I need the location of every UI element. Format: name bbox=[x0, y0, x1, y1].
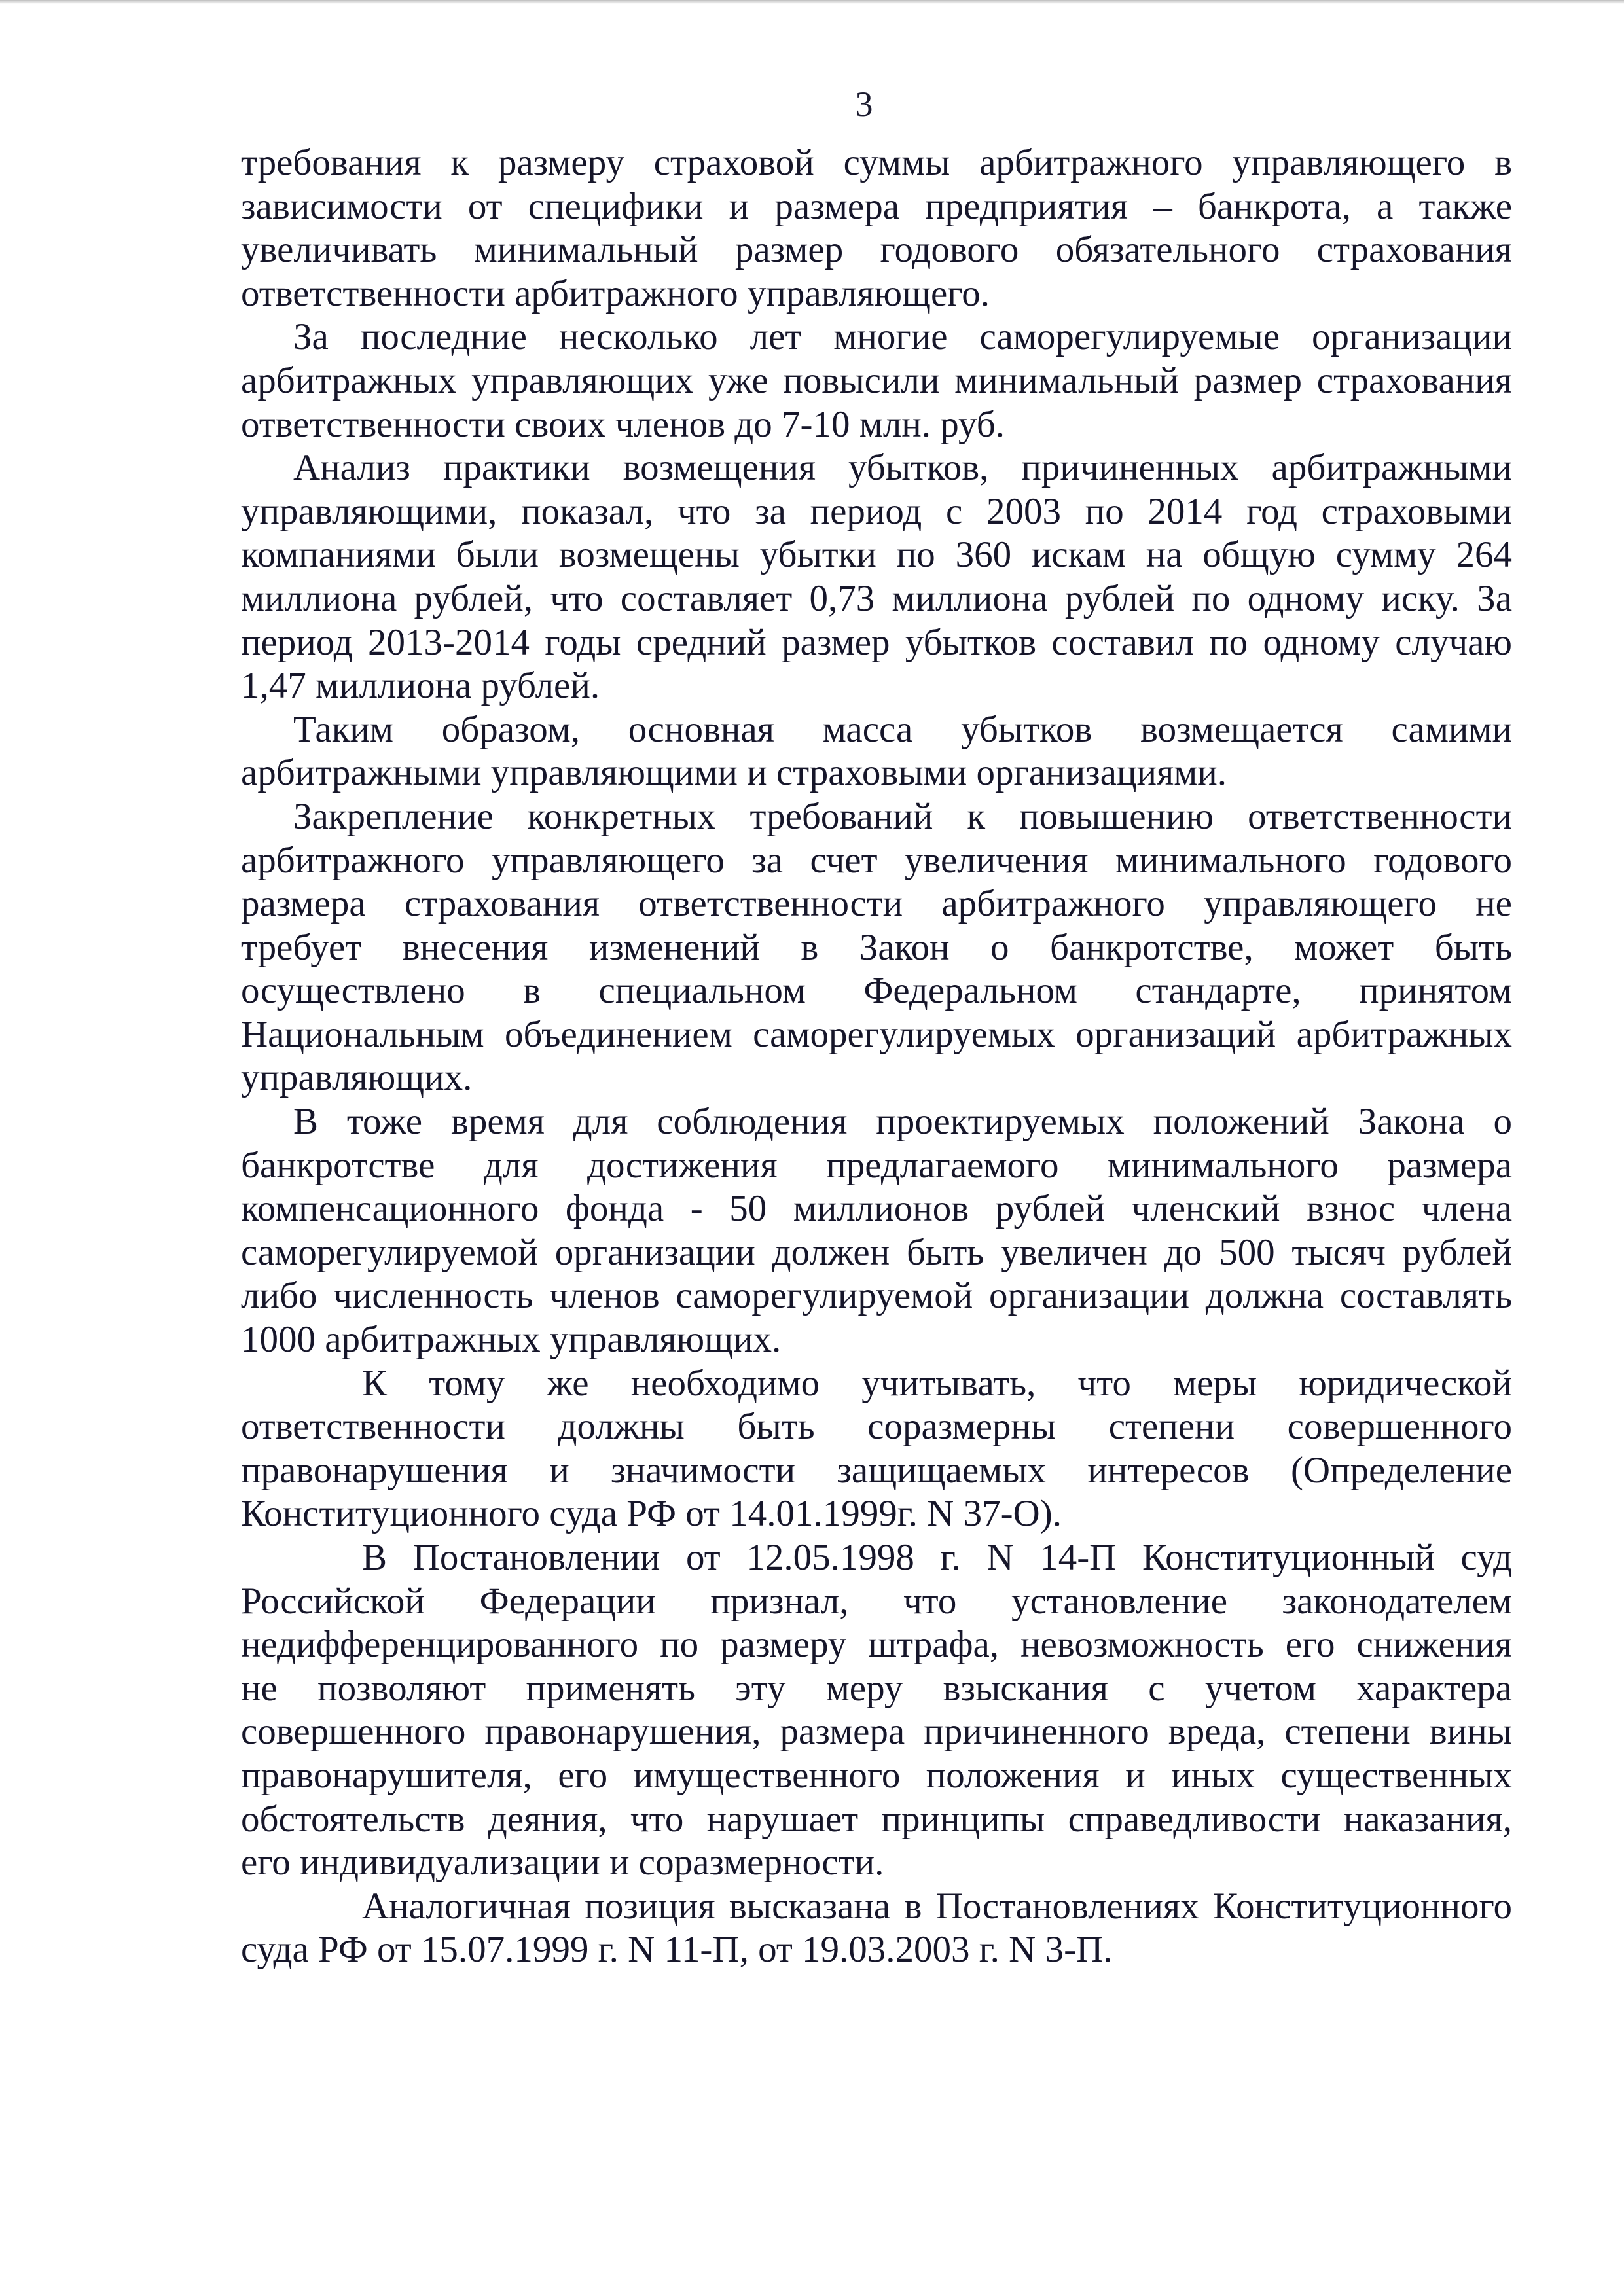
text-line: арбитражных управляющих уже повысили минимальный размер страхования bbox=[241, 359, 1512, 401]
paragraph bbox=[241, 141, 1512, 315]
text-line: недифференцированного по размеру штрафа, невозможность его снижения bbox=[241, 1624, 1512, 1666]
scan-edge bbox=[0, 0, 1624, 4]
text-line: не позволяют применять эту меру взыскания с учетом характера bbox=[241, 1667, 1512, 1709]
text-line: арбитражными управляющими и страховыми организациями. bbox=[241, 752, 1227, 794]
text-line: осуществлено в специальном Федеральном стандарте, принятом bbox=[241, 970, 1512, 1012]
text-line: Таким образом, основная масса убытков возмещается самими bbox=[293, 708, 1512, 750]
text-line: размера страхования ответственности арбитражного управляющего не bbox=[241, 883, 1512, 925]
text-line: Национальным объединением саморегулируемых организаций арбитражных bbox=[241, 1013, 1512, 1055]
text-line: арбитражного управляющего за счет увеличения минимального годового bbox=[241, 839, 1512, 881]
text-line: компаниями были возмещены убытки по 360 искам на общую сумму 264 bbox=[241, 534, 1512, 576]
text-line: совершенного правонарушения, размера причиненного вреда, степени вины bbox=[241, 1711, 1512, 1753]
text-line: либо численность членов саморегулируемой организации должна составлять bbox=[241, 1275, 1512, 1317]
paragraph bbox=[241, 708, 1512, 795]
text-line: ответственности арбитражного управляющего. bbox=[241, 272, 990, 314]
text-line: банкротстве для достижения предлагаемого минимального размера bbox=[241, 1144, 1512, 1186]
text-line: 1000 арбитражных управляющих. bbox=[241, 1319, 782, 1361]
text-line: его индивидуализации и соразмерности. bbox=[241, 1842, 884, 1884]
text-line: 1,47 миллиона рублей. bbox=[241, 665, 600, 707]
text-line: Российской Федерации признал, что установление законодателем bbox=[241, 1580, 1512, 1622]
text-line: управляющих. bbox=[241, 1057, 473, 1099]
document-body bbox=[241, 141, 1512, 1972]
paragraph bbox=[241, 1362, 1512, 1536]
page-number: 3 bbox=[855, 84, 873, 124]
text-line: Конституционного суда РФ от 14.01.1999г. N 37-О). bbox=[241, 1493, 1062, 1535]
text-line: В тоже время для соблюдения проектируемых положений Закона о bbox=[293, 1101, 1512, 1143]
text-line: увеличивать минимальный размер годового обязательного страхования bbox=[241, 229, 1512, 271]
paragraph bbox=[241, 315, 1512, 446]
text-line: период 2013-2014 годы средний размер убытков составил по одному случаю bbox=[241, 621, 1512, 663]
text-line: миллиона рублей, что составляет 0,73 миллиона рублей по одному иску. За bbox=[241, 577, 1512, 619]
text-line: ответственности своих членов до 7-10 млн. руб. bbox=[241, 403, 1005, 445]
paragraph bbox=[241, 1536, 1512, 1885]
text-line: управляющими, показал, что за период с 2003 по 2014 год страховыми bbox=[241, 490, 1512, 532]
text-line: Аналогичная позиция высказана в Постановлениях Конституционного bbox=[362, 1885, 1512, 1927]
text-line: компенсационного фонда - 50 миллионов рублей членский взнос члена bbox=[241, 1188, 1512, 1230]
text-line: правонарушителя, его имущественного положения и иных существенных bbox=[241, 1754, 1512, 1796]
text-line: ответственности должны быть соразмерны степени совершенного bbox=[241, 1406, 1512, 1448]
text-line: правонарушения и значимости защищаемых интересов (Определение bbox=[241, 1449, 1512, 1491]
text-line: суда РФ от 15.07.1999 г. N 11-П, от 19.03.2003 г. N 3-П. bbox=[241, 1929, 1113, 1971]
text-line: В Постановлении от 12.05.1998 г. N 14-П Конституционный суд bbox=[362, 1537, 1512, 1578]
text-line: Закрепление конкретных требований к повышению ответственности bbox=[293, 795, 1512, 837]
text-line: Анализ практики возмещения убытков, причиненных арбитражными bbox=[293, 447, 1512, 489]
paragraph bbox=[241, 446, 1512, 708]
text-line: обстоятельств деяния, что нарушает принципы справедливости наказания, bbox=[241, 1798, 1512, 1840]
paragraph bbox=[241, 795, 1512, 1100]
paragraph bbox=[241, 1100, 1512, 1362]
text-line: За последние несколько лет многие саморегулируемые организации bbox=[293, 316, 1512, 358]
text-line: саморегулируемой организации должен быть увеличен до 500 тысяч рублей bbox=[241, 1231, 1512, 1273]
text-line: требования к размеру страховой суммы арбитражного управляющего в bbox=[241, 142, 1512, 183]
text-line: зависимости от специфики и размера предприятия – банкрота, а также bbox=[241, 185, 1512, 227]
paragraph bbox=[241, 1885, 1512, 1972]
text-line: требует внесения изменений в Закон о банкротстве, может быть bbox=[241, 926, 1512, 968]
text-line: К тому же необходимо учитывать, что меры юридической bbox=[362, 1362, 1512, 1404]
